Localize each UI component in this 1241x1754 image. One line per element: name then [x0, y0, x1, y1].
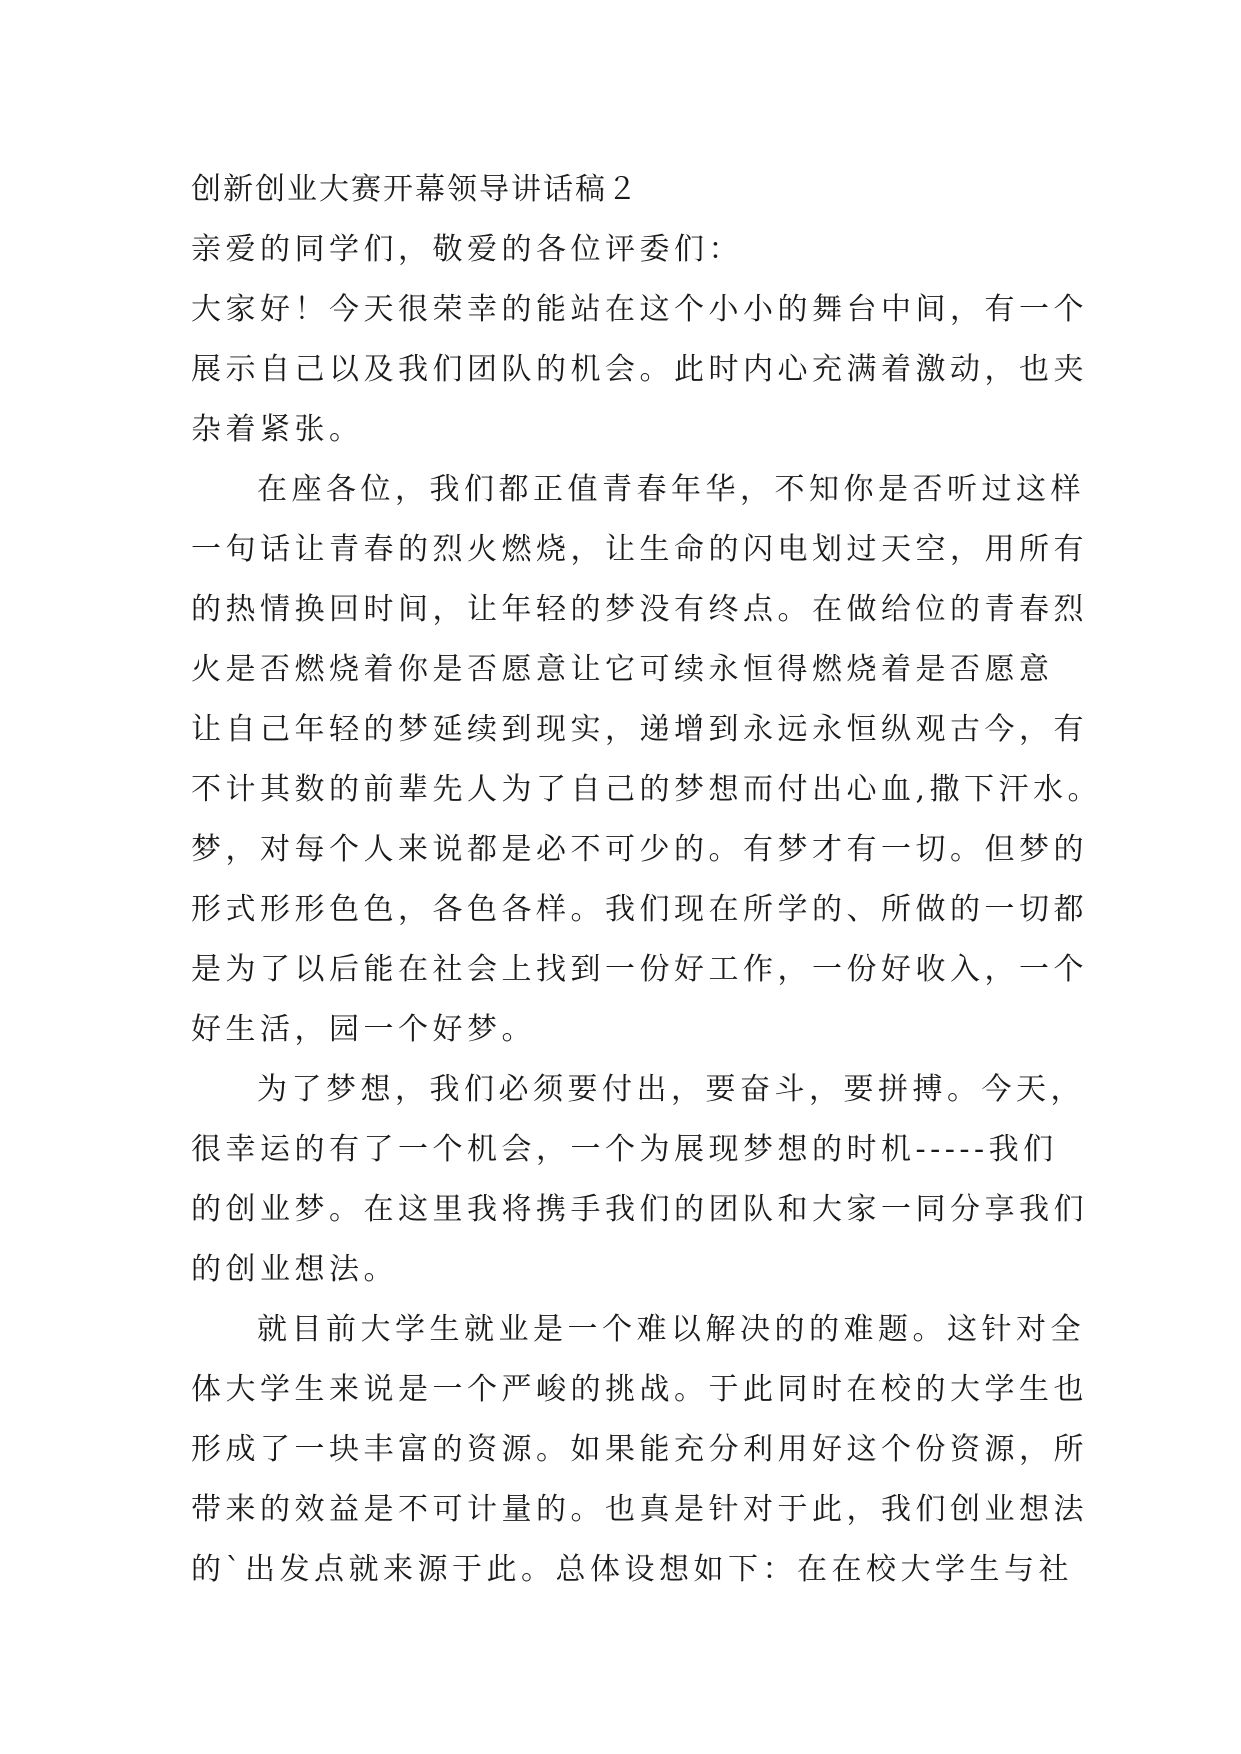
- text-line: 火是否燃烧着你是否愿意让它可续永恒得燃烧着是否愿意: [191, 652, 1054, 687]
- text-line: 形成了一块丰富的资源。如果能充分利用好这个份资源，所: [191, 1432, 1088, 1467]
- text-line: 展示自己以及我们团队的机会。此时内心充满着激动，也夹: [191, 352, 1088, 387]
- text-line: 很幸运的有了一个机会，一个为展现梦想的时机-----我们: [191, 1132, 1058, 1167]
- text-line: 在座各位，我们都正值青春年华，不知你是否听过这样: [257, 472, 1085, 507]
- text-line: 为了梦想，我们必须要付出，要奋斗，要拼搏。今天，: [257, 1072, 1085, 1107]
- text-line: 是为了以后能在社会上找到一份好工作，一份好收入，一个: [191, 952, 1088, 987]
- text-line: 亲爱的同学们，敬爱的各位评委们：: [191, 232, 743, 267]
- opening-paragraph: [191, 280, 1088, 460]
- text-line: 的热情换回时间，让年轻的梦没有终点。在做给位的青春烈: [191, 592, 1088, 627]
- text-line: 的创业想法。: [191, 1252, 398, 1287]
- employment-paragraph: [191, 1300, 1088, 1600]
- text-line: 好生活，园一个好梦。: [191, 1012, 536, 1047]
- text-line: 就目前大学生就业是一个难以解决的的难题。这针对全: [257, 1312, 1085, 1347]
- text-line: 体大学生来说是一个严峻的挑战。于此同时在校的大学生也: [191, 1372, 1088, 1407]
- document-title: 创新创业大赛开幕领导讲话稿２: [191, 172, 639, 207]
- document-body: [191, 160, 1103, 1600]
- text-line: 让自己年轻的梦延续到现实，递增到永远永恒纵观古今，有: [191, 712, 1088, 747]
- text-line: 形式形形色色，各色各样。我们现在所学的、所做的一切都: [191, 892, 1088, 927]
- text-line: 带来的效益是不可计量的。也真是针对于此，我们创业想法: [191, 1492, 1088, 1527]
- text-line: 的创业梦。在这里我将携手我们的团队和大家一同分享我们: [191, 1192, 1088, 1227]
- text-line: 的`出发点就来源于此。总体设想如下：在在校大学生与社: [191, 1552, 1073, 1587]
- greeting-paragraph: [191, 220, 1051, 280]
- text-line: 一句话让青春的烈火燃烧，让生命的闪电划过天空，用所有: [191, 532, 1088, 567]
- text-line: 杂着紧张。: [191, 412, 364, 447]
- startup-dream-paragraph: [191, 1060, 1088, 1300]
- text-line: 大家好！今天很荣幸的能站在这个小小的舞台中间，有一个: [191, 292, 1088, 327]
- text-line: 不计其数的前辈先人为了自己的梦想而付出心血,撒下汗水。: [191, 772, 1103, 807]
- text-line: 梦，对每个人来说都是必不可少的。有梦才有一切。但梦的: [191, 832, 1088, 867]
- youth-dream-paragraph: [191, 460, 1103, 1060]
